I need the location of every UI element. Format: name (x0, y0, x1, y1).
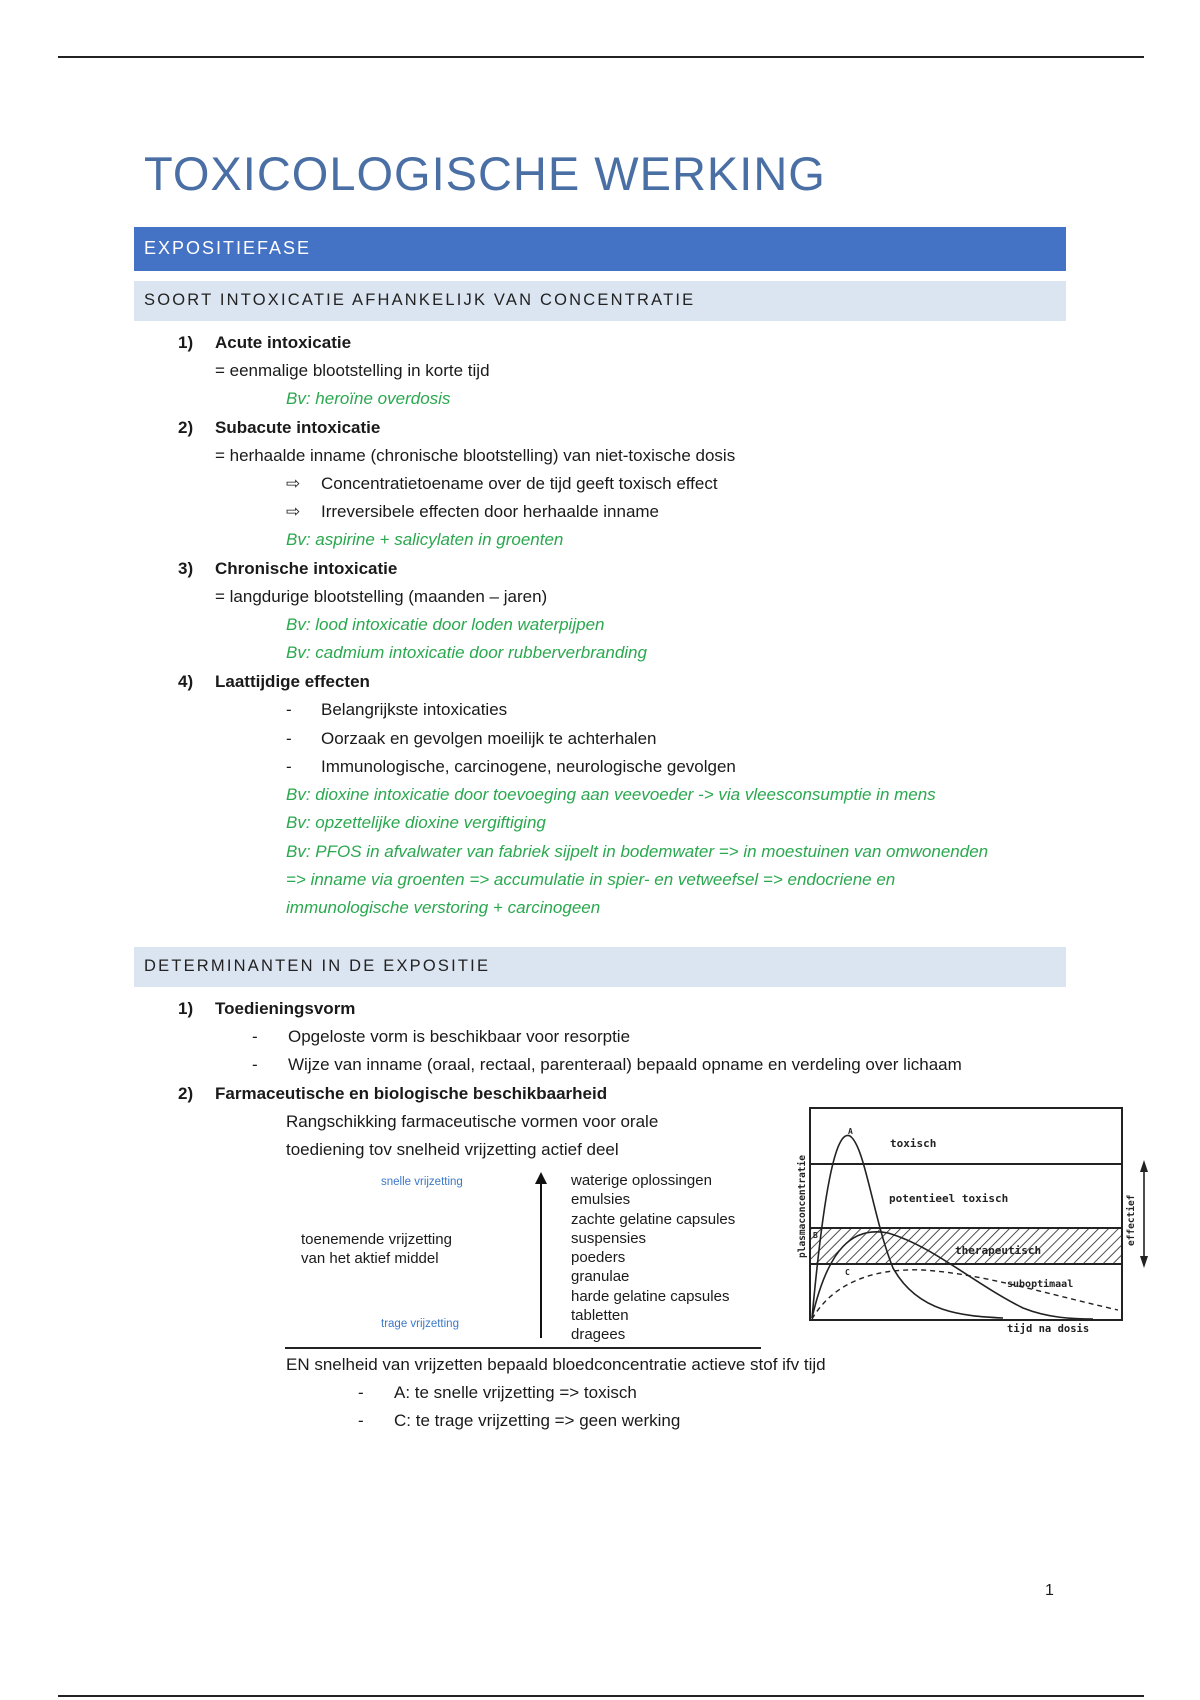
bullet-text: Immunologische, carcinogene, neurologische gevolgen (321, 757, 736, 776)
therapeutic-band (810, 1228, 1122, 1264)
page-title: TOXICOLOGISCHE WERKING (144, 147, 826, 200)
example: immunologische verstoring + carcinogeen (286, 898, 601, 917)
page-number: 1 (1045, 1582, 1054, 1599)
list-heading: Subacute intoxicatie (215, 418, 381, 437)
list-heading: Laattijdige effecten (215, 672, 370, 691)
example: Bv: heroïne overdosis (286, 389, 451, 408)
effect-arrow-up-icon (1140, 1160, 1148, 1172)
list-number: 3) (178, 559, 194, 578)
dosage-form: tabletten (571, 1307, 629, 1325)
dash-icon: - (252, 1027, 258, 1046)
list-number: 1) (178, 333, 194, 352)
zone-suboptimal: suboptimaal (1007, 1279, 1074, 1290)
bottom-rule (58, 1695, 1144, 1697)
definition: = eenmalige blootstelling in korte tijd (215, 361, 490, 380)
up-arrow-icon (531, 1170, 551, 1340)
fast-release-label: snelle vrijzetting (381, 1176, 463, 1188)
example: Bv: lood intoxicatie door loden waterpijpen (286, 615, 605, 634)
dosage-form: zachte gelatine capsules (571, 1210, 736, 1228)
definition: = herhaalde inname (chronische blootstelling) van niet-toxische dosis (215, 446, 736, 465)
dash-icon: - (286, 729, 292, 748)
bullet-text: C: te trage vrijzetting => geen werking (394, 1411, 681, 1430)
section-heading (134, 227, 1066, 271)
slow-release-label: trage vrijzetting (381, 1318, 459, 1330)
list-heading: Toedieningsvorm (215, 999, 356, 1018)
y-axis-label: plasmaconcentratie (797, 1155, 808, 1258)
plasma-concentration-figure (793, 1098, 1153, 1338)
curve-a (812, 1135, 1003, 1318)
list-heading: Chronische intoxicatie (215, 559, 398, 578)
arrow-icon: ⇨ (286, 502, 301, 521)
dash-icon: - (286, 757, 292, 776)
example: Bv: aspirine + salicylaten in groenten (286, 530, 564, 549)
list-heading: Acute intoxicatie (215, 333, 352, 352)
bullet-text: Irreversibele effecten door herhaalde inname (321, 502, 660, 521)
dosage-form: waterige oplossingen (571, 1172, 712, 1189)
bullet-text: Wijze van inname (oraal, rectaal, parenteraal) bepaald opname en verdeling over lichaam (288, 1055, 962, 1074)
example: Bv: cadmium intoxicatie door rubberverbranding (286, 643, 647, 662)
bullet-text: Opgeloste vorm is beschikbaar voor resorptie (288, 1027, 631, 1046)
baseline-rule (285, 1347, 761, 1349)
dosage-form: poeders (571, 1249, 626, 1267)
dosage-form: emulsies (571, 1191, 631, 1209)
curve-label-c: C (845, 1268, 850, 1277)
definition: = langdurige blootstelling (maanden – jaren) (215, 587, 548, 606)
dosage-form: dragees (571, 1326, 626, 1344)
dash-icon: - (286, 700, 292, 719)
example: => inname via groenten => accumulatie in spier- en vetweefsel => endocriene en (286, 870, 896, 889)
effect-label: effectief (1126, 1194, 1137, 1246)
zone-toxic: toxisch (890, 1137, 937, 1150)
list-heading: Farmaceutische en biologische beschikbaarheid (215, 1084, 608, 1103)
effect-arrow-down-icon (1140, 1256, 1148, 1268)
curve-c (812, 1270, 1118, 1319)
increasing-release-label: toenemende vrijzetting (301, 1231, 452, 1248)
bullet-text: Concentratietoename over de tijd geeft toxisch effect (321, 474, 718, 493)
bullet-text: Oorzaak en gevolgen moeilijk te achterhalen (321, 729, 657, 748)
list-number: 4) (178, 672, 194, 691)
dosage-form: suspensies (571, 1229, 647, 1247)
curve-label-a: A (848, 1127, 853, 1136)
subsection-heading-2 (134, 947, 1066, 987)
arrow-icon: ⇨ (286, 474, 301, 493)
release-ranking-figure (285, 1168, 765, 1350)
section-heading-text: EXPOSITIEFASE (144, 238, 312, 258)
plot-frame (810, 1108, 1122, 1320)
example: Bv: dioxine intoxicatie door toevoeging aan veevoeder -> via vleesconsumptie in mens (286, 785, 936, 804)
example: Bv: opzettelijke dioxine vergiftiging (286, 813, 546, 832)
bullet-text: Belangrijkste intoxicaties (321, 700, 508, 719)
increasing-release-label: van het aktief middel (301, 1250, 439, 1267)
x-axis-label: tijd na dosis (1007, 1323, 1090, 1335)
paragraph-line: Rangschikking farmaceutische vormen voor orale (286, 1112, 659, 1131)
subsection-heading-2-text: DETERMINANTEN IN DE EXPOSITIE (144, 957, 491, 975)
zone-potential-toxic: potentieel toxisch (889, 1192, 1009, 1205)
paragraph-line: EN snelheid van vrijzetten bepaald bloedconcentratie actieve stof ifv tijd (286, 1355, 826, 1374)
dash-icon: - (358, 1411, 364, 1430)
list-number: 2) (178, 1084, 194, 1103)
list-number: 2) (178, 418, 194, 437)
list-number: 1) (178, 999, 194, 1018)
dosage-form: granulae (571, 1268, 630, 1286)
bullet-text: A: te snelle vrijzetting => toxisch (394, 1383, 637, 1402)
subsection-heading-1 (134, 281, 1066, 321)
dash-icon: - (252, 1055, 258, 1074)
subsection-heading-1-text: SOORT INTOXICATIE AFHANKELIJK VAN CONCENTRATIE (144, 291, 696, 309)
example: Bv: PFOS in afvalwater van fabriek sijpelt in bodemwater => in moestuinen van omwonenden (286, 842, 989, 861)
top-rule (58, 56, 1144, 58)
dash-icon: - (358, 1383, 364, 1402)
paragraph-line: toediening tov snelheid vrijzetting actief deel (286, 1140, 619, 1159)
dosage-form: harde gelatine capsules (571, 1287, 730, 1305)
